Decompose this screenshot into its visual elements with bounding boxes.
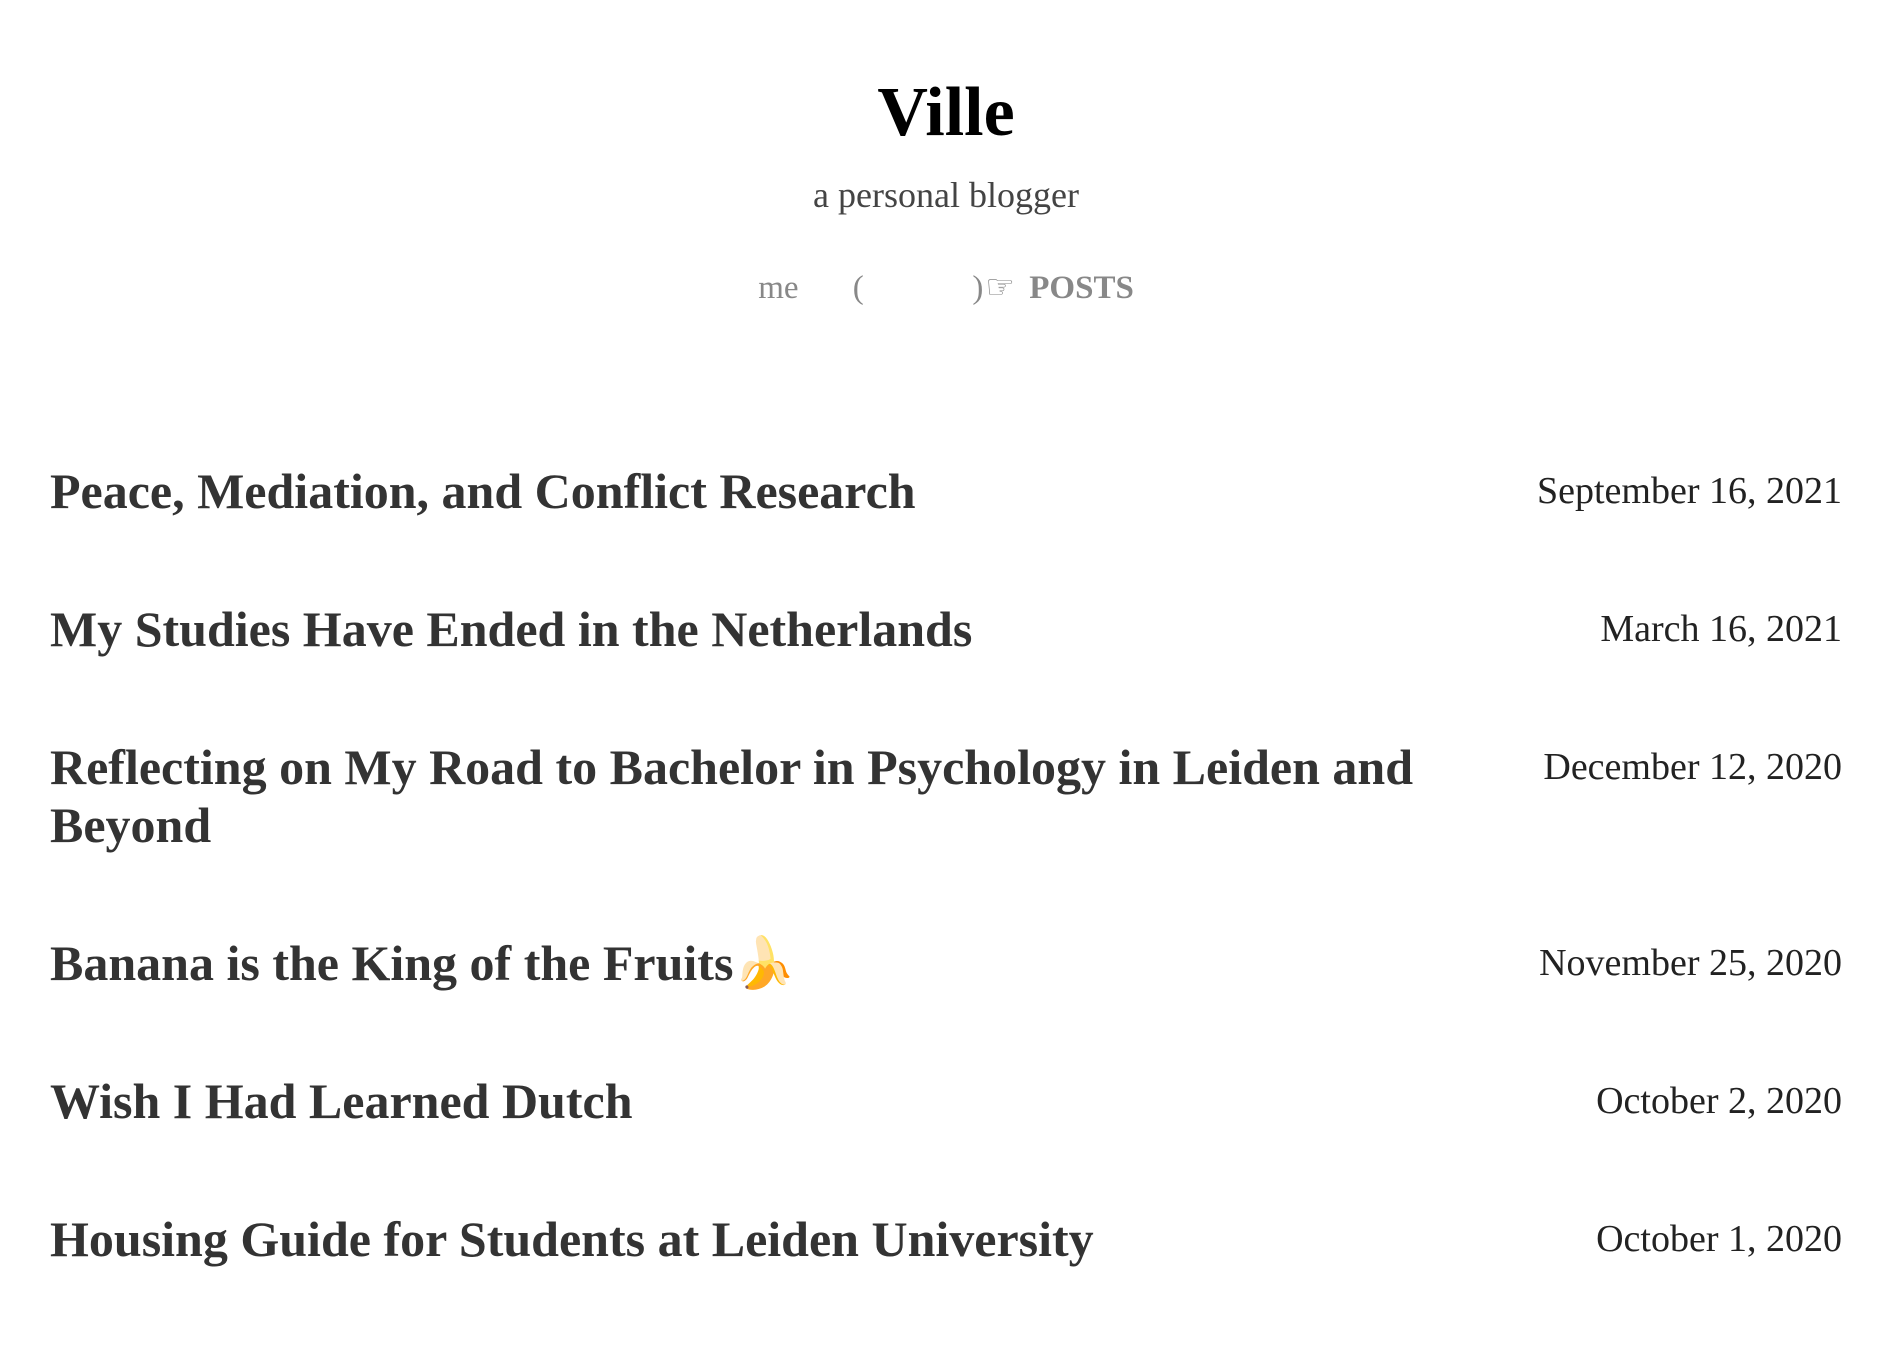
site-title[interactable]: Ville [877, 74, 1015, 151]
post-date: September 16, 2021 [1536, 470, 1842, 512]
site-tagline: a personal blogger [813, 175, 1079, 215]
post-date: March 16, 2021 [1600, 608, 1842, 650]
post-title-link[interactable]: Banana is the King of the Fruits🍌 [50, 935, 796, 991]
nav-link-me[interactable]: me [758, 270, 799, 306]
post-item [50, 1072, 1842, 1130]
post-title-link[interactable]: Housing Guide for Students at Leiden University [50, 1211, 1094, 1267]
post-item [50, 1210, 1842, 1268]
post-date: November 25, 2020 [1539, 942, 1842, 984]
post-item [50, 738, 1842, 854]
post-title-link[interactable]: Wish I Had Learned Dutch [50, 1073, 633, 1129]
main-nav [0, 268, 1892, 308]
post-date: October 2, 2020 [1596, 1080, 1842, 1122]
post-title-link[interactable]: Peace, Mediation, and Conflict Research [50, 463, 916, 519]
post-list [50, 462, 1842, 1348]
post-item [50, 600, 1842, 658]
post-title-link[interactable]: My Studies Have Ended in the Netherlands [50, 601, 973, 657]
post-title-link[interactable]: Reflecting on My Road to Bachelor in Psychology in Leiden and Beyond [50, 739, 1414, 853]
post-item [50, 462, 1842, 520]
site-header [0, 0, 1892, 308]
post-date: October 1, 2020 [1596, 1218, 1842, 1260]
post-item [50, 934, 1842, 992]
post-date: December 12, 2020 [1543, 746, 1842, 788]
nav-pointer-kaomoji: (☞ﾟ∀ﾟ)☞ [852, 270, 1018, 306]
nav-link-posts[interactable]: POSTS [1029, 270, 1134, 306]
